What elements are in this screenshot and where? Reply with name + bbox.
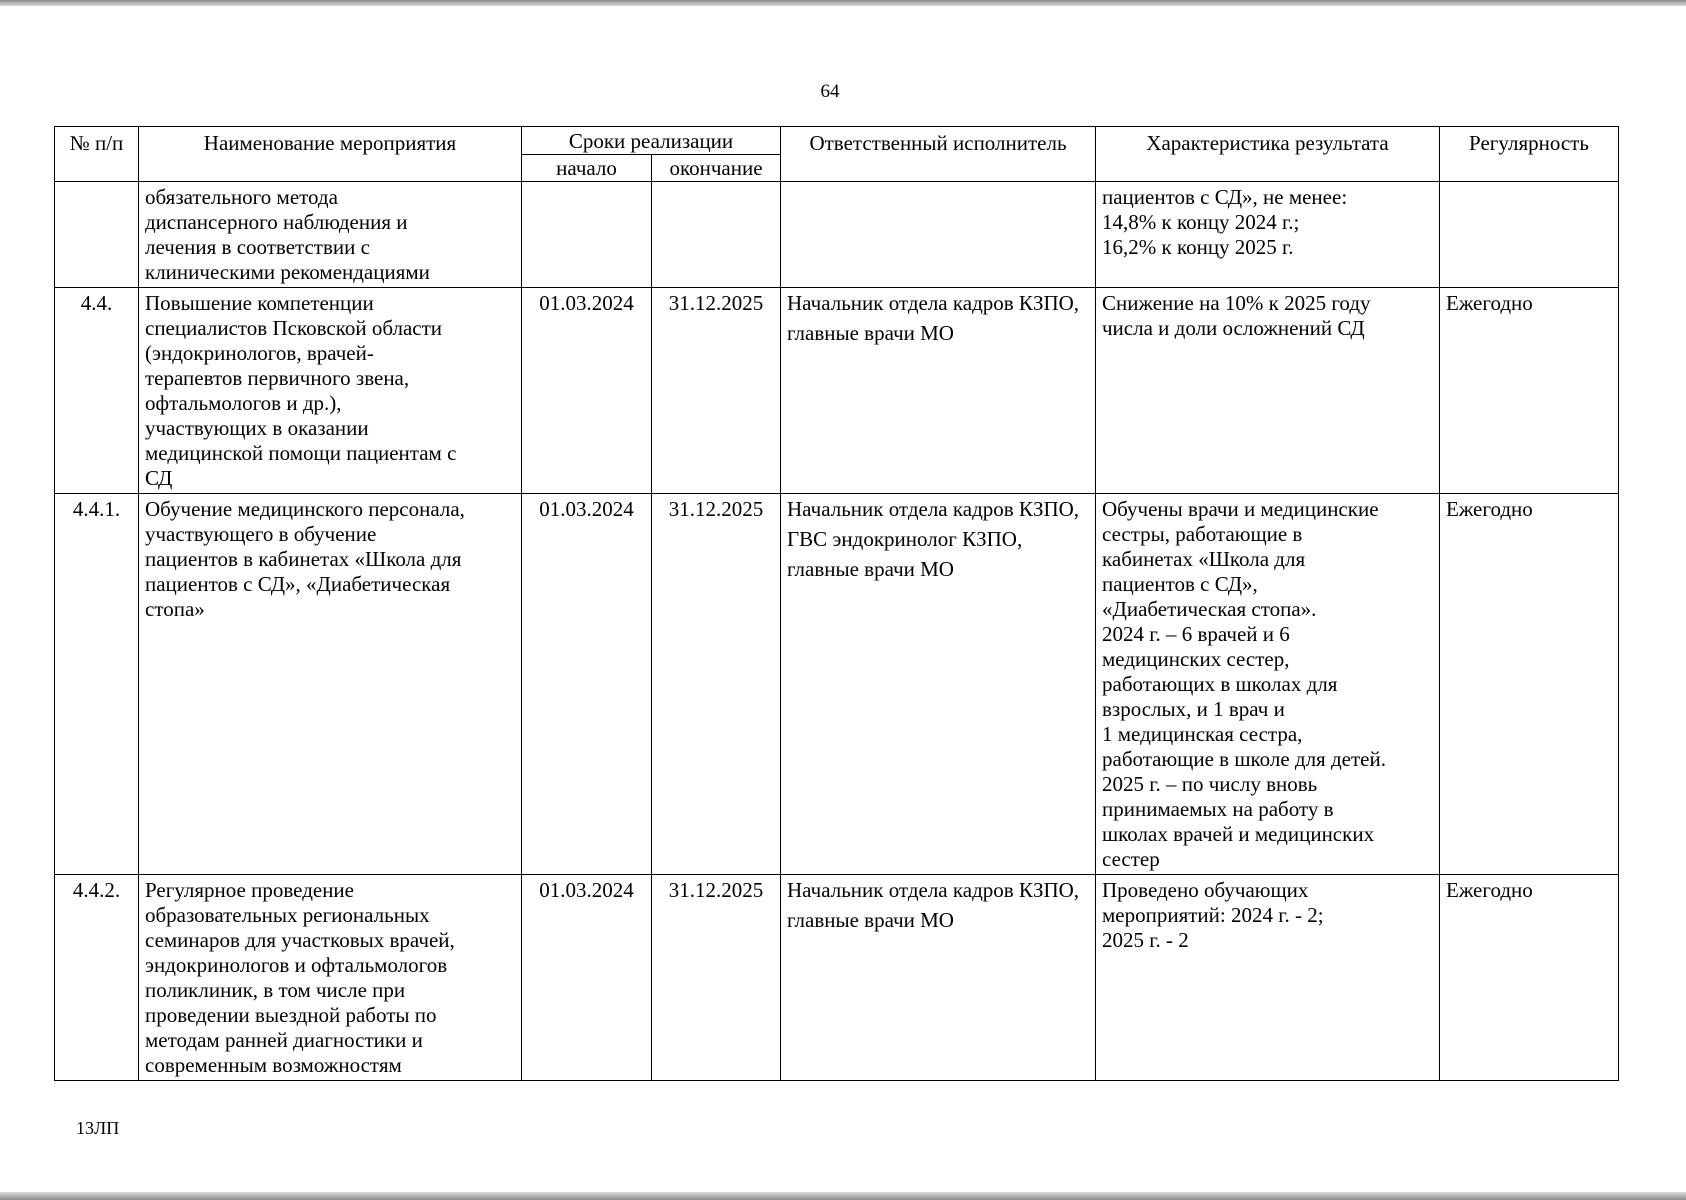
responsible-executor <box>781 182 1096 288</box>
end-date: 31.12.2025 <box>652 875 781 1081</box>
header-regularity: Регулярность <box>1440 127 1619 182</box>
table-row <box>55 494 1619 875</box>
table-row <box>55 182 1619 288</box>
header-result: Характеристика результата <box>1096 127 1440 182</box>
header-executor: Ответственный исполнитель <box>781 127 1096 182</box>
row-number <box>55 182 139 288</box>
end-date: 31.12.2025 <box>652 288 781 494</box>
page-number: 64 <box>820 81 840 102</box>
measure-name: обязательного метода диспансерного наблюдения и лечения в соответствии с клиническими рекомендациями <box>139 182 522 288</box>
end-date: 31.12.2025 <box>652 494 781 875</box>
start-date: 01.03.2024 <box>522 288 652 494</box>
result-description: Обучены врачи и медицинские сестры, работающие в кабинетах «Школа для пациентов с СД», «Диабетическая стопа». 2024 г. – 6 врачей и 6 медицинских сестер, работающих в школах для взрослых, и 1 врач и 1 медицинская сестра, работающие в школе для детей. 2025 г. – по числу вновь принимаемых на работу в школах врачей и медицинских сестер <box>1096 494 1440 875</box>
regularity: Ежегодно <box>1440 288 1619 494</box>
row-number: 4.4. <box>55 288 139 494</box>
table-body <box>55 182 1619 1081</box>
responsible-executor <box>781 875 1096 1081</box>
row-number: 4.4.1. <box>55 494 139 875</box>
scan-edge-top <box>0 0 1686 6</box>
start-date: 01.03.2024 <box>522 875 652 1081</box>
executor-line: Начальник отдела кадров КЗПО, <box>787 291 1080 315</box>
measure-name: Обучение медицинского персонала, участвующего в обучение пациентов в кабинетах «Школа для пациентов с СД», «Диабетическая стопа» <box>139 494 522 875</box>
executor-line: Начальник отдела кадров КЗПО, <box>787 878 1080 902</box>
header-name: Наименование мероприятия <box>139 127 522 182</box>
result-description: Снижение на 10% к 2025 году числа и доли осложнений СД <box>1096 288 1440 494</box>
regularity <box>1440 182 1619 288</box>
executor-line: Начальник отдела кадров КЗПО, <box>787 497 1080 521</box>
row-number: 4.4.2. <box>55 875 139 1081</box>
measures-table <box>54 126 1619 1081</box>
responsible-executor <box>781 494 1096 875</box>
regularity: Ежегодно <box>1440 494 1619 875</box>
result-description: пациентов с СД», не менее: 14,8% к концу 2024 г.; 16,2% к концу 2025 г. <box>1096 182 1440 288</box>
measure-name: Повышение компетенции специалистов Псковской области (эндокринологов, врачей- терапевтов первичного звена, офтальмологов и др.), участвующих в оказании медицинской помощи пациентам с СД <box>139 288 522 494</box>
header-end: окончание <box>652 155 781 182</box>
executor-line: ГВС эндокринолог КЗПО, <box>787 527 1023 551</box>
header-num: № п/п <box>55 127 139 182</box>
measure-name: Регулярное проведение образовательных региональных семинаров для участковых врачей, эндокринологов и офтальмологов поликлиник, в том числе при проведении выездной работы по методам ранней диагностики и современным возможностям <box>139 875 522 1081</box>
header-row <box>55 127 1619 155</box>
footer-code: 13ЛП <box>76 1118 120 1138</box>
scan-edge-bottom <box>0 1192 1686 1200</box>
executor-line: главные врачи МО <box>787 321 954 345</box>
regularity: Ежегодно <box>1440 875 1619 1081</box>
result-description: Проведено обучающих мероприятий: 2024 г. - 2; 2025 г. - 2 <box>1096 875 1440 1081</box>
table-row <box>55 288 1619 494</box>
start-date: 01.03.2024 <box>522 494 652 875</box>
start-date <box>522 182 652 288</box>
header-start: начало <box>522 155 652 182</box>
end-date <box>652 182 781 288</box>
responsible-executor <box>781 288 1096 494</box>
table-row <box>55 875 1619 1081</box>
executor-line: главные врачи МО <box>787 557 954 581</box>
executor-line: главные врачи МО <box>787 908 954 932</box>
header-terms: Сроки реализации <box>522 127 781 155</box>
